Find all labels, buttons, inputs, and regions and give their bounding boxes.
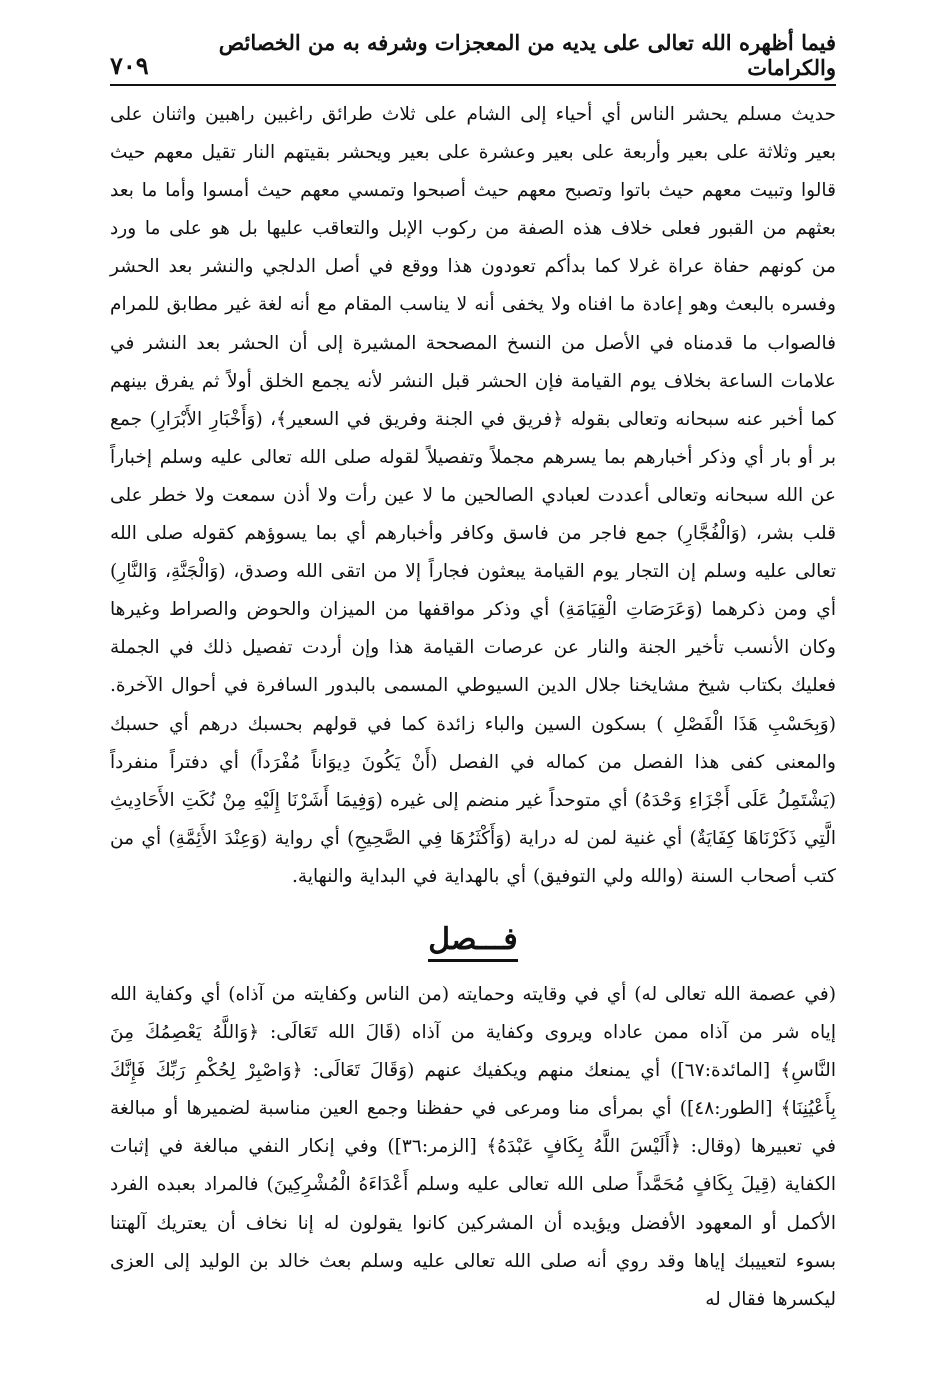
page-number: ٧٠٩ — [110, 51, 149, 80]
section-title: فـــصل — [428, 922, 517, 962]
body-paragraph-2: (في عصمة الله تعالى له) أي في وقايته وحمايته (من الناس وكفايته من آذاه) أي وكفاية الله إياه شر من آذاه ممن عاداه ويروى وكفاية من آذاه (قَالَ الله تَعَالَى: ﴿وَاللَّهُ يَعْصِمُكَ مِنَ النَّاسِ﴾ [المائدة:٦٧]) أي يمنعك منهم ويكفيك عنهم (وَقَالَ تَعَالَى: ﴿وَاصْبِرْ لِحُكْمِ رَبِّكَ فَإِنَّكَ بِأَعْيُنِنَا﴾ [الطور:٤٨]) أي بمرأى منا ومرعى في حفظنا وجمع العين مناسبة لضميرها أو مبالغة في تعبيرها (وقال: ﴿أَلَيْسَ اللَّهُ بِكَافٍ عَبْدَهُ﴾ [الزمر:٣٦]) وفي إنكار النفي مبالغة في إثبات الكفاية (قِيلَ بِكَافٍ مُحَمَّداً صلى الله تعالى عليه وسلم أَعْدَاءَهُ الْمُشْرِكِينَ) فالمراد بعبده الفرد الأكمل أو المعهود الأفضل ويؤيده أن المشركين كانوا يقولون له إنا نخاف أن يعتريك آلهتنا بسوء لتعييبك إياها وقد روي أنه صلى الله تعالى عليه وسلم بعث خالد بن الوليد إلى العزى ليكسرها فقال له — [110, 983, 836, 1310]
body-paragraph-1: حديث مسلم يحشر الناس أي أحياء إلى الشام على ثلاث طرائق راغبين راهبين واثنان على بعير وثلاثة على بعير وأربعة على بعير وعشرة على بعير ويحشر بقيتهم النار تقيل معهم حيث قالوا وتبيت معهم حيث باتوا وتصبح معهم حيث أصبحوا وتمسي معهم حيث أمسوا وأما ما بعد بعثهم من القبور فعلى خلاف هذه الصفة من ركوب الإبل والتعاقب عليها بل هو على ما ورد من كونهم حفاة عراة غرلا كما بدأكم تعودون هذا ووقع في أصل الدلجي والنشر بعد الحشر وفسره بالبعث وهو إعادة ما افناه ولا يخفى أنه لا يناسب المقام مع أنه لغة غير مطابق للمرام فالصواب ما قدمناه في الأصل من النسخ المصححة المشيرة إلى أن الحشر بعد النشر في علامات الساعة بخلاف يوم القيامة فإن الحشر قبل النشر لأنه يجمع الخلق أولاً ثم يفرق بينهم كما أخبر عنه سبحانه وتعالى بقوله ﴿فريق في الجنة وفريق في السعير﴾، (وَأَخْبَارِ الأَبْرَارِ) جمع بر أو بار أي وذكر أخبارهم بما يسرهم مجملاً وتفصيلاً لقوله صلى الله تعالى عليه وسلم إخباراً عن الله سبحانه وتعالى أعددت لعبادي الصالحين ما لا عين رأت ولا أذن سمعت ولا خطر على قلب بشر، (وَالْفُجَّارِ) جمع فاجر من فاسق وكافر وأخبارهم أي بما يسوؤهم كقوله صلى الله تعالى عليه وسلم إن التجار يوم القيامة يبعثون فجاراً إلا من اتقى الله وصدق، (وَالْجَنَّةِ، وَالنَّارِ) أي ومن ذكرهما (وَعَرَصَاتِ الْقِيَامَةِ) أي وذكر مواقفها من الميزان والحوض والصراط وغيرها وكان الأنسب تأخير الجنة والنار عن عرصات القيامة هذا وإن أردت تفصيل ذلك في الجملة فعليك بكتاب شيخ مشايخنا جلال الدين السيوطي المسمى بالبدور السافرة في أحوال الآخرة. (وَبِحَسْبِ هَذَا الْفَصْلِ ) بسكون السين والباء زائدة كما في قولهم بحسبك درهم أي حسبك والمعنى كفى هذا الفصل من كماله في الفصل (أَنْ يَكُونَ دِيوَاناً مُفْرَداً) أي دفتراً منفرداً (يَشْتَمِلُ عَلَى أَجْزَاءِ وَحْدَهُ) أي متوحداً غير منضم إلى غيره (وَفِيمَا أَشَرْنَا إِلَيْهِ مِنْ نُكَتِ الأَحَادِيثِ الَّتِي ذَكَرْنَاهَا كِفَايَةٌ) أي غنية لمن له دراية (وَأَكْثَرُهَا فِي الصَّحِيحِ) أي رواية (وَعِنْدَ الأَئِمَّةِ) أي من كتب أصحاب السنة (والله ولي التوفيق) أي بالهداية في البداية والنهاية. — [110, 104, 836, 887]
page-header — [110, 30, 836, 86]
section-heading — [110, 922, 836, 962]
running-title: فيما أظهره الله تعالى على يديه من المعجزات وشرفه به من الخصائص والكرامات — [218, 30, 836, 80]
